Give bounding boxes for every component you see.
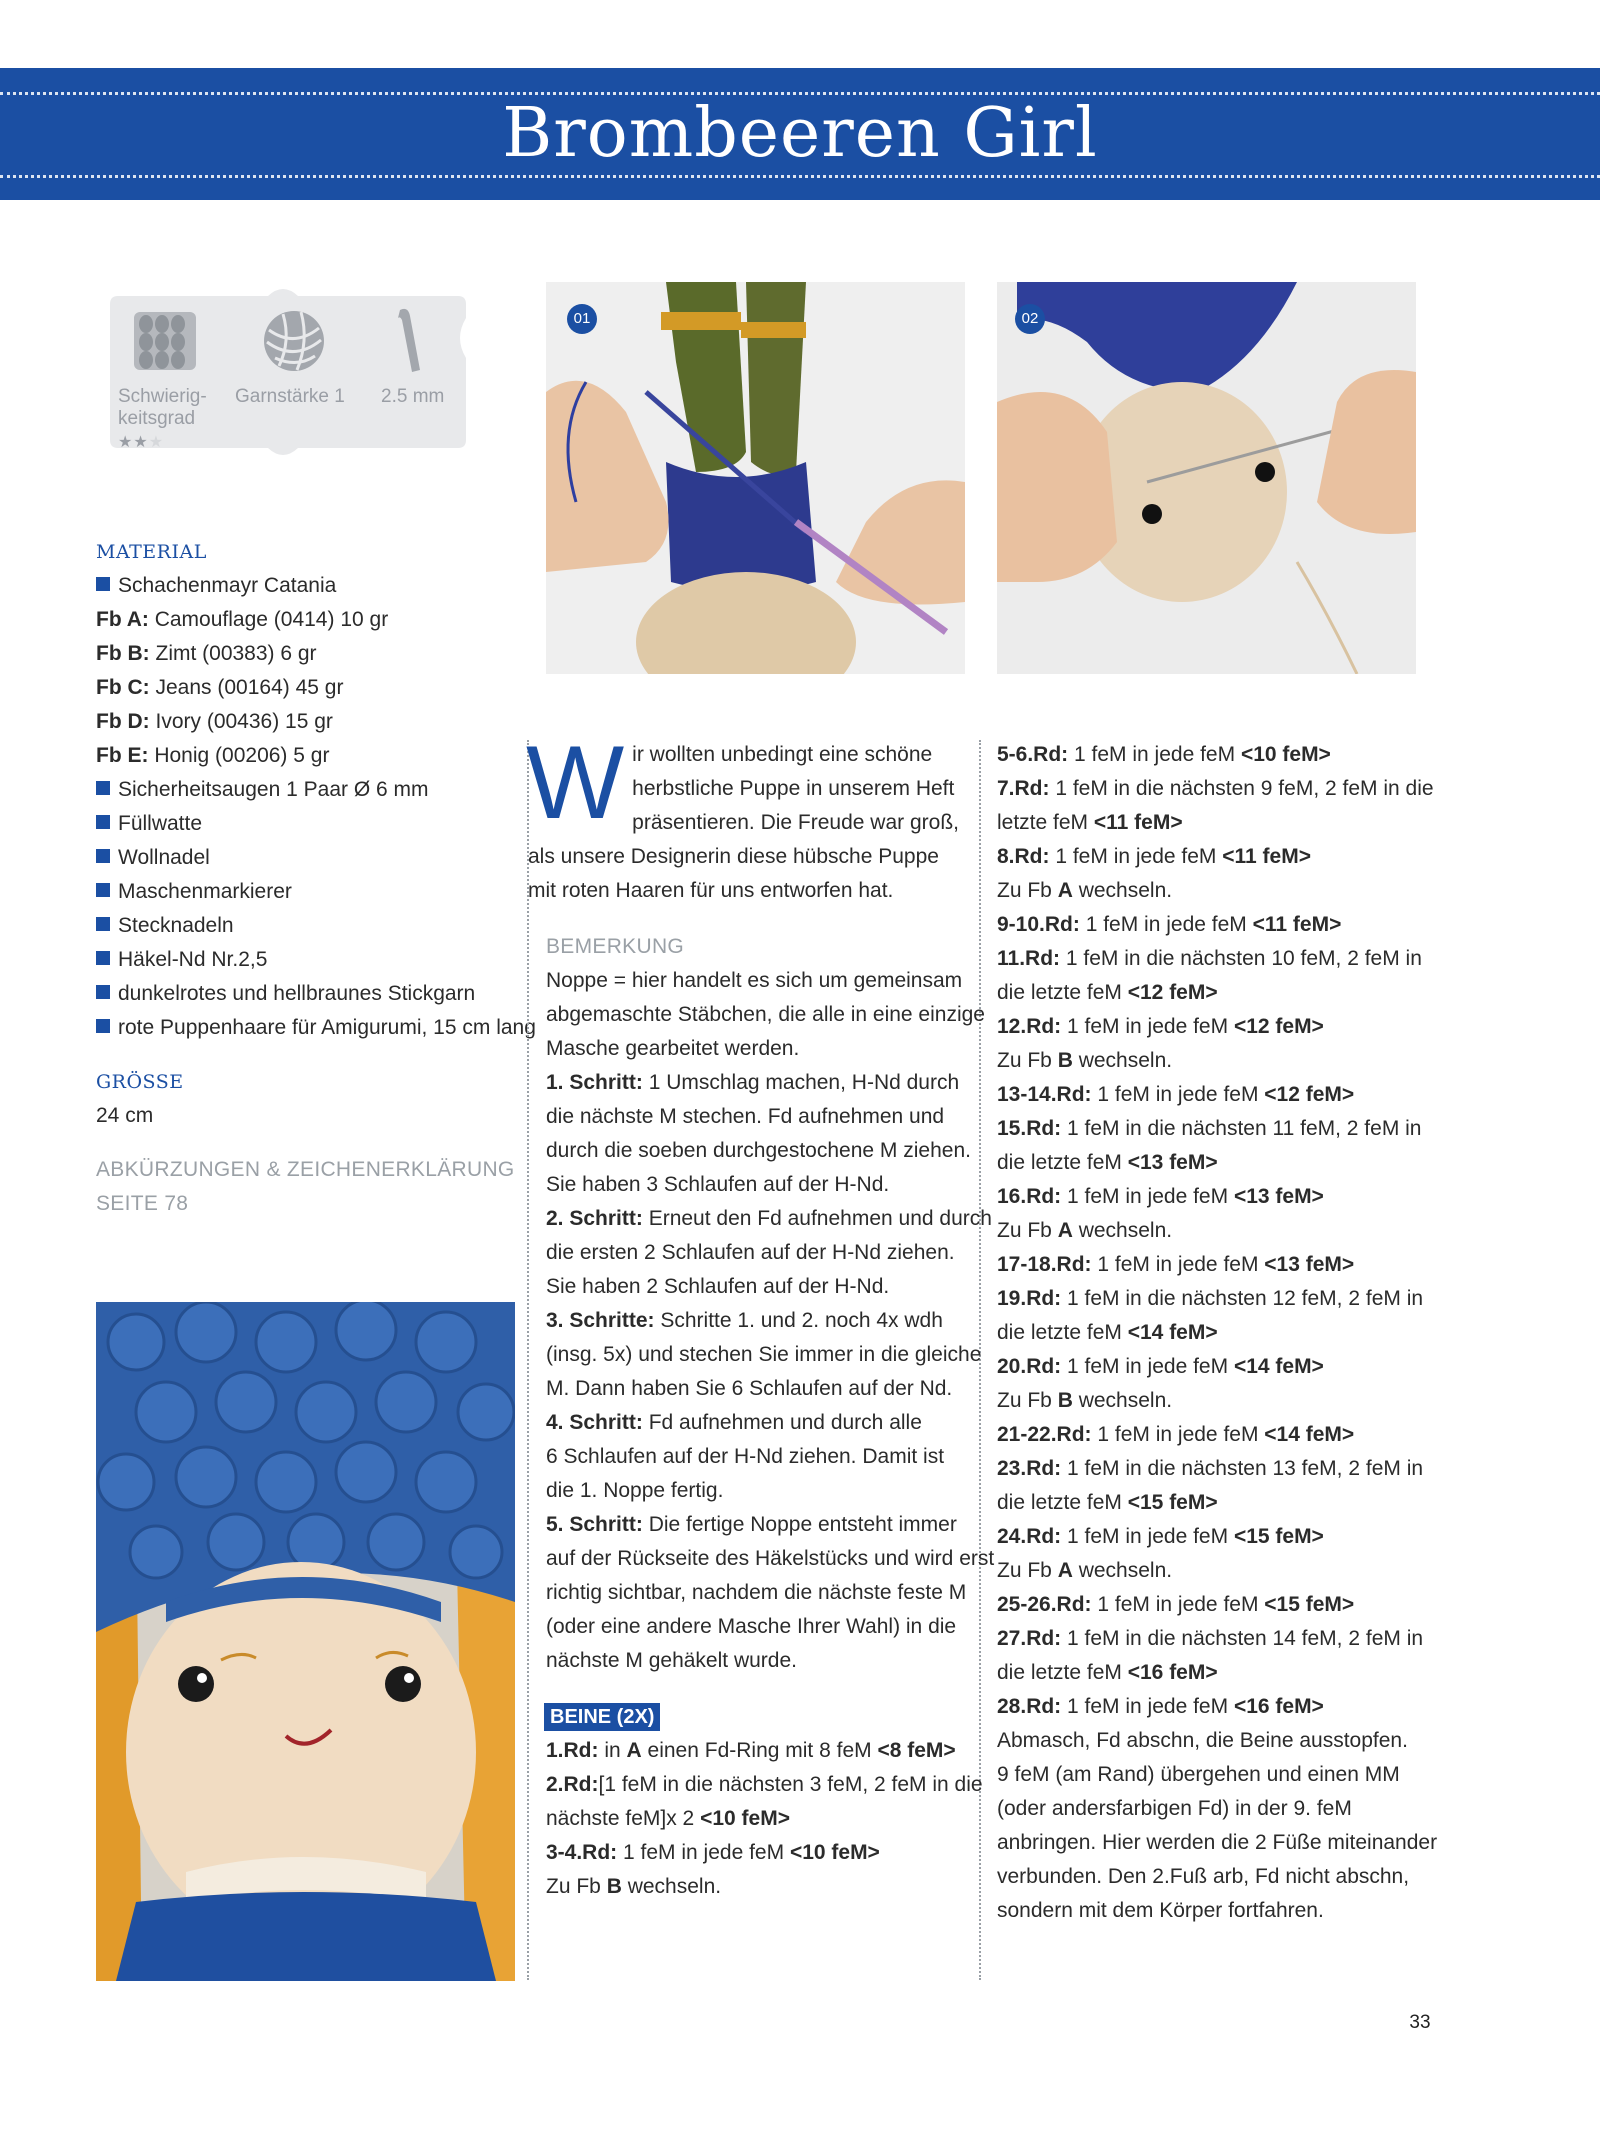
legs-instructions	[546, 1734, 983, 1904]
round-label: 11.Rd:	[997, 947, 1061, 970]
round-line	[997, 1826, 1438, 1860]
intro-dropcap: W	[526, 725, 625, 841]
material-title: MATERIAL	[96, 541, 207, 563]
round-line	[997, 1622, 1424, 1656]
instruction-text: 1 feM in jede feM	[1068, 743, 1241, 766]
note-title: BEMERKUNG	[546, 935, 685, 958]
instruction-text: Zu Fb	[997, 879, 1058, 902]
note-line	[546, 1066, 966, 1100]
note-line	[546, 1474, 966, 1508]
bullet-square-icon	[96, 985, 110, 999]
note-line	[546, 1270, 966, 1304]
round-label: 15.Rd:	[997, 1117, 1062, 1140]
material-item	[96, 841, 516, 875]
instruction-bold: <11 feM>	[1222, 845, 1311, 868]
material-item-color-code: Fb C:	[96, 676, 150, 699]
instruction-text: 1 feM in jede feM	[1091, 1253, 1265, 1276]
intro-line: als unsere Designerin diese hübsche Puppe	[528, 845, 939, 868]
instruction-text: 1 feM in jede feM	[1061, 1525, 1234, 1548]
instruction-text: 1 feM in jede feM	[1079, 913, 1253, 936]
right-column	[997, 738, 1438, 1928]
round-line	[997, 1282, 1424, 1316]
note-line	[546, 964, 966, 998]
round-line	[997, 1452, 1424, 1486]
bullet-square-icon	[96, 883, 110, 897]
bullet-square-icon	[96, 951, 110, 965]
note-line	[546, 1372, 966, 1406]
legs-title: BEINE (2X)	[544, 1703, 660, 1731]
instruction-bold: <16 feM>	[1127, 1661, 1218, 1684]
round-line	[997, 874, 1417, 908]
bullet-square-icon	[96, 1019, 110, 1033]
instruction-bold: <12 feM>	[1233, 1015, 1324, 1038]
instruction-text: die letzte feM	[997, 1321, 1128, 1344]
instruction-text: Zu Fb	[546, 1875, 607, 1898]
note-step-label: 5. Schritt:	[546, 1513, 643, 1536]
knit-swatch-icon	[132, 308, 198, 374]
note-line	[546, 998, 985, 1032]
instruction-bold: <15 feM>	[1233, 1525, 1324, 1548]
bullet-square-icon	[96, 849, 110, 863]
note-line-text: (insg. 5x) und stechen Sie immer in die gleiche	[546, 1343, 982, 1366]
instruction-bold: A	[1057, 1219, 1073, 1242]
round-line	[997, 1418, 1417, 1452]
round-line	[997, 1588, 1417, 1622]
material-item	[96, 671, 516, 705]
note-line	[546, 1406, 966, 1440]
note-line-text: die ersten 2 Schlaufen auf der H-Nd ziehen.	[546, 1241, 955, 1264]
material-item-text: Camouflage (0414) 10 gr	[148, 608, 389, 631]
instruction-bold: <14 feM>	[1127, 1321, 1218, 1344]
bullet-square-icon	[96, 917, 110, 931]
round-label: 19.Rd:	[997, 1287, 1062, 1310]
step-photo-01	[546, 282, 965, 674]
instruction-text: in	[598, 1739, 627, 1762]
instruction-text: [1 feM in die nächsten 3 feM, 2 feM in die	[598, 1773, 983, 1796]
material-list	[96, 569, 536, 1045]
note-line-text: Masche gearbeitet werden.	[546, 1037, 800, 1060]
instruction-text: 1 feM in jede feM	[617, 1841, 790, 1864]
round-line	[997, 908, 1417, 942]
material-section	[96, 535, 536, 1221]
note-line-text: Schritte 1. und 2. noch 4x wdh	[654, 1309, 943, 1332]
intro-line: mit roten Haaren für uns entworfen hat.	[528, 879, 894, 902]
material-item	[96, 909, 516, 943]
instruction-text: Zu Fb	[997, 1219, 1058, 1242]
bullet-square-icon	[96, 781, 110, 795]
note-line-text: nächste M gehäkelt wurde.	[546, 1649, 797, 1672]
material-item-text: Maschenmarkierer	[118, 880, 292, 903]
round-line	[997, 1724, 1417, 1758]
round-line	[997, 1384, 1417, 1418]
round-label: 25-26.Rd:	[997, 1593, 1092, 1616]
instruction-bold: <10 feM>	[1240, 743, 1331, 766]
instruction-text: 1 feM in jede feM	[1061, 1355, 1234, 1378]
note-line	[546, 1236, 966, 1270]
round-line	[997, 1758, 1417, 1792]
round-label: 13-14.Rd:	[997, 1083, 1092, 1106]
instruction-bold: <16 feM>	[1233, 1695, 1324, 1718]
difficulty-label	[118, 386, 207, 430]
round-line	[997, 976, 1417, 1010]
note-line	[546, 1202, 992, 1236]
material-item	[96, 1011, 536, 1045]
note-line	[546, 1100, 966, 1134]
instruction-text: 1 feM in jede feM	[1049, 845, 1223, 868]
note-line	[546, 1032, 966, 1066]
difficulty-label-line-1: Schwierig-	[118, 386, 207, 407]
round-line	[997, 1690, 1417, 1724]
legs-line	[546, 1870, 966, 1904]
intro-full-lines	[528, 840, 966, 908]
note-line-text: 6 Schlaufen auf der H-Nd ziehen. Damit ist	[546, 1445, 945, 1468]
note-line-text: durch die soeben durchgestochene M ziehen.	[546, 1139, 971, 1162]
round-line	[997, 806, 1417, 840]
instruction-text: 1 feM in die nächsten 9 feM, 2 feM in die	[1049, 777, 1434, 800]
round-line	[997, 1112, 1422, 1146]
instruction-bold: A	[1057, 879, 1073, 902]
instruction-text: verbunden. Den 2.Fuß arb, Fd nicht abschn,	[997, 1865, 1410, 1888]
difficulty-label-line-2: keitsgrad	[118, 408, 196, 429]
round-line	[997, 1316, 1417, 1350]
instruction-text: 1 feM in die nächsten 10 feM, 2 feM in	[1060, 947, 1422, 970]
instruction-bold: A	[1057, 1559, 1073, 1582]
legs-line	[546, 1802, 966, 1836]
bullet-square-icon	[96, 815, 110, 829]
instruction-text: letzte feM	[997, 811, 1094, 834]
round-line	[997, 1656, 1417, 1690]
material-item-text: Honig (00206) 5 gr	[148, 744, 330, 767]
instruction-text: wechseln.	[1072, 1559, 1173, 1582]
instruction-text: 1 feM in jede feM	[1061, 1015, 1234, 1038]
note-line	[546, 1576, 966, 1610]
round-label: 21-22.Rd:	[997, 1423, 1092, 1446]
legs-section	[546, 1700, 983, 1904]
material-item	[96, 739, 516, 773]
material-item	[96, 705, 516, 739]
material-item-text: Schachenmayr Catania	[118, 574, 337, 597]
instruction-bold: <13 feM>	[1233, 1185, 1324, 1208]
instruction-text: die letzte feM	[997, 1661, 1128, 1684]
instruction-bold: B	[1057, 1049, 1073, 1072]
stitch-count: <8 feM>	[877, 1739, 956, 1762]
round-line	[997, 1860, 1417, 1894]
material-item-text: Zimt (00383) 6 gr	[149, 642, 317, 665]
instruction-text: wechseln.	[1072, 879, 1173, 902]
note-line-text: Noppe = hier handelt es sich um gemeinsam	[546, 969, 963, 992]
round-line	[997, 1350, 1417, 1384]
material-item	[96, 977, 516, 1011]
instruction-text: Abmasch, Fd abschn, die Beine ausstopfen.	[997, 1729, 1408, 1752]
note-text	[546, 964, 995, 1678]
step-badge-02: 02	[1015, 304, 1045, 334]
instruction-bold: <13 feM>	[1127, 1151, 1218, 1174]
intro-line: präsentieren. Die Freude war groß,	[632, 811, 959, 834]
material-item-text: Jeans (00164) 45 gr	[149, 676, 344, 699]
note-line-text: 1 Umschlag machen, H-Nd durch	[642, 1071, 960, 1094]
instruction-text: 9 feM (am Rand) übergehen und einen MM	[997, 1763, 1400, 1786]
page-title: Brombeeren Girl	[502, 94, 1098, 173]
round-label: 12.Rd:	[997, 1015, 1062, 1038]
instruction-text: 1 feM in die nächsten 12 feM, 2 feM in	[1061, 1287, 1424, 1310]
round-label: 16.Rd:	[997, 1185, 1062, 1208]
round-label: 3-4.Rd:	[546, 1841, 618, 1864]
instruction-text: 1 feM in die nächsten 14 feM, 2 feM in	[1061, 1627, 1424, 1650]
note-line	[546, 1542, 995, 1576]
material-item-color-code: Fb E:	[96, 744, 149, 767]
bullet-square-icon	[96, 577, 110, 591]
note-line-text: die nächste M stechen. Fd aufnehmen und	[546, 1105, 945, 1128]
note-line-text: (oder eine andere Masche Ihrer Wahl) in die	[546, 1615, 957, 1638]
round-line	[997, 1894, 1417, 1928]
note-line	[546, 1168, 966, 1202]
material-item	[96, 637, 516, 671]
material-item-color-code: Fb A:	[96, 608, 149, 631]
intro-line: herbstliche Puppe in unserem Heft	[632, 777, 955, 800]
round-line	[997, 1248, 1417, 1282]
material-item	[96, 603, 516, 637]
difficulty-stars-filled: ★★	[118, 434, 149, 451]
instruction-bold: B	[1057, 1389, 1073, 1412]
abbreviations-title: ABKÜRZUNGEN & ZEICHENERKLÄRUNG	[96, 1158, 515, 1181]
instruction-text: 1 feM in die nächsten 11 feM, 2 feM in	[1061, 1117, 1422, 1140]
material-item-text: Füllwatte	[118, 812, 203, 835]
intro-paragraph	[526, 725, 966, 908]
instruction-text: wechseln.	[621, 1875, 722, 1898]
instruction-bold: <12 feM>	[1264, 1083, 1355, 1106]
note-line	[546, 1610, 966, 1644]
column-divider-left	[527, 740, 529, 1980]
note-line	[546, 1440, 966, 1474]
round-line	[997, 1146, 1417, 1180]
note-step-label: 3. Schritte:	[546, 1309, 655, 1332]
header-banner	[0, 68, 1600, 200]
crochet-hook-icon	[390, 306, 426, 376]
note-line	[546, 1508, 966, 1542]
round-line	[997, 1792, 1417, 1826]
round-line	[997, 1010, 1417, 1044]
instruction-bold: <10 feM>	[789, 1841, 880, 1864]
note-line-text: M. Dann haben Sie 6 Schlaufen auf der Nd.	[546, 1377, 953, 1400]
instruction-text: wechseln.	[1072, 1049, 1173, 1072]
note-line	[546, 1304, 966, 1338]
instruction-text: die letzte feM	[997, 1491, 1128, 1514]
material-item	[96, 807, 516, 841]
note-step-label: 2. Schritt:	[546, 1207, 643, 1230]
round-label: 9-10.Rd:	[997, 913, 1080, 936]
round-label: 7.Rd:	[997, 777, 1050, 800]
abbreviations-page-ref: SEITE 78	[96, 1192, 189, 1215]
material-item-color-code: Fb D:	[96, 710, 150, 733]
round-label: 23.Rd:	[997, 1457, 1062, 1480]
round-line	[997, 1554, 1417, 1588]
yarn-ball-icon	[261, 308, 327, 374]
note-line-text: richtig sichtbar, nachdem die nächste feste M	[546, 1581, 967, 1604]
round-line	[997, 1486, 1417, 1520]
material-item	[96, 773, 516, 807]
instruction-text: 1 feM in die nächsten 13 feM, 2 feM in	[1061, 1457, 1424, 1480]
instruction-text: (oder andersfarbigen Fd) in der 9. feM	[997, 1797, 1352, 1820]
instruction-text: Zu Fb	[997, 1559, 1058, 1582]
material-item-text: Ivory (00436) 15 gr	[149, 710, 333, 733]
material-item	[96, 569, 516, 603]
note-line-text: auf der Rückseite des Häkelstücks und wird erst	[546, 1547, 995, 1570]
rounds-instructions	[997, 738, 1438, 1928]
round-label: 28.Rd:	[997, 1695, 1062, 1718]
note-step-label: 4. Schritt:	[546, 1411, 643, 1434]
spec-badge	[98, 282, 473, 470]
instruction-text: wechseln.	[1072, 1389, 1173, 1412]
instruction-text: 1 feM in jede feM	[1091, 1083, 1265, 1106]
step-photo-02	[997, 282, 1416, 674]
instruction-bold: <12 feM>	[1127, 981, 1218, 1004]
instruction-bold: <14 feM>	[1233, 1355, 1324, 1378]
round-label: 8.Rd:	[997, 845, 1050, 868]
round-line	[997, 772, 1434, 806]
instruction-text: die letzte feM	[997, 981, 1128, 1004]
difficulty-stars-empty: ★	[148, 434, 165, 451]
note-line-text: Erneut den Fd aufnehmen und durch	[642, 1207, 992, 1230]
instruction-text: 1 feM in jede feM	[1061, 1695, 1234, 1718]
material-item-text: Häkel-Nd Nr.2,5	[118, 948, 268, 971]
doll-portrait-photo	[96, 1302, 515, 1981]
material-item-text: Wollnadel	[118, 846, 210, 869]
note-line-text: Fd aufnehmen und durch alle	[642, 1411, 922, 1434]
note-step-label: 1. Schritt:	[546, 1071, 643, 1094]
instruction-text: 1 feM in jede feM	[1091, 1593, 1265, 1616]
round-line	[997, 1044, 1417, 1078]
instruction-bold: <10 feM>	[700, 1807, 790, 1830]
note-line-text: die 1. Noppe fertig.	[546, 1479, 724, 1502]
hook-size-label: 2.5 mm	[381, 386, 445, 407]
instruction-text: Zu Fb	[997, 1049, 1058, 1072]
note-line	[546, 1338, 982, 1372]
round-label: 27.Rd:	[997, 1627, 1062, 1650]
round-label: 5-6.Rd:	[997, 743, 1069, 766]
round-line	[997, 840, 1417, 874]
instruction-text: Zu Fb	[997, 1389, 1058, 1412]
step-badge-01: 01	[567, 304, 597, 334]
material-item-text: Stecknadeln	[118, 914, 234, 937]
page-number: 33	[1409, 2012, 1431, 2033]
material-item-color-code: Fb B:	[96, 642, 150, 665]
middle-column	[526, 725, 995, 1904]
instruction-bold: A	[626, 1739, 642, 1762]
instruction-text: anbringen. Hier werden die 2 Füße miteinander	[997, 1831, 1438, 1854]
round-line	[997, 738, 1417, 772]
intro-line: ir wollten unbedingt eine schöne	[632, 743, 933, 766]
round-line	[997, 1180, 1417, 1214]
round-label: 2.Rd:	[546, 1773, 599, 1796]
round-line	[997, 1078, 1417, 1112]
instruction-text: sondern mit dem Körper fortfahren.	[997, 1899, 1324, 1922]
note-line	[546, 1134, 971, 1168]
note-line-text: Sie haben 2 Schlaufen auf der H-Nd.	[546, 1275, 890, 1298]
material-item-text: dunkelrotes und hellbraunes Stickgarn	[118, 982, 476, 1005]
instruction-bold: <15 feM>	[1264, 1593, 1355, 1616]
instruction-bold: B	[606, 1875, 622, 1898]
instruction-text: 1 feM in jede feM	[1091, 1423, 1265, 1446]
size-title: GRÖSSE	[96, 1071, 184, 1093]
instruction-text: wechseln.	[1072, 1219, 1173, 1242]
instruction-text: nächste feM]x 2	[546, 1807, 701, 1830]
round-line	[997, 1520, 1417, 1554]
yarn-weight-label: Garnstärke 1	[235, 386, 345, 407]
instruction-bold: <11 feM>	[1093, 811, 1183, 834]
instruction-text: 1 feM in jede feM	[1061, 1185, 1234, 1208]
difficulty-stars	[118, 432, 164, 452]
note-line	[546, 1644, 966, 1678]
instruction-text: einen Fd-Ring mit 8 feM	[641, 1739, 878, 1762]
instruction-bold: <15 feM>	[1127, 1491, 1218, 1514]
legs-line	[546, 1768, 983, 1802]
note-line-text: abgemaschte Stäbchen, die alle in eine einzige	[546, 1003, 985, 1026]
instruction-bold: <14 feM>	[1264, 1423, 1355, 1446]
round-line	[997, 942, 1422, 976]
round-label: 20.Rd:	[997, 1355, 1062, 1378]
note-line-text: Sie haben 3 Schlaufen auf der H-Nd.	[546, 1173, 890, 1196]
material-item	[96, 875, 516, 909]
instruction-bold: <13 feM>	[1264, 1253, 1355, 1276]
round-line	[997, 1214, 1417, 1248]
round-label: 24.Rd:	[997, 1525, 1062, 1548]
round-label: 1.Rd:	[546, 1739, 599, 1762]
note-line-text: Die fertige Noppe entsteht immer	[642, 1513, 957, 1536]
legs-line	[546, 1734, 966, 1768]
material-item-text: rote Puppenhaare für Amigurumi, 15 cm lang	[118, 1016, 536, 1039]
material-item	[96, 943, 516, 977]
round-label: 17-18.Rd:	[997, 1253, 1092, 1276]
instruction-bold: <11 feM>	[1252, 913, 1342, 936]
legs-line	[546, 1836, 966, 1870]
material-item-text: Sicherheitsaugen 1 Paar Ø 6 mm	[118, 778, 429, 801]
size-value: 24 cm	[96, 1104, 154, 1127]
instruction-text: die letzte feM	[997, 1151, 1128, 1174]
